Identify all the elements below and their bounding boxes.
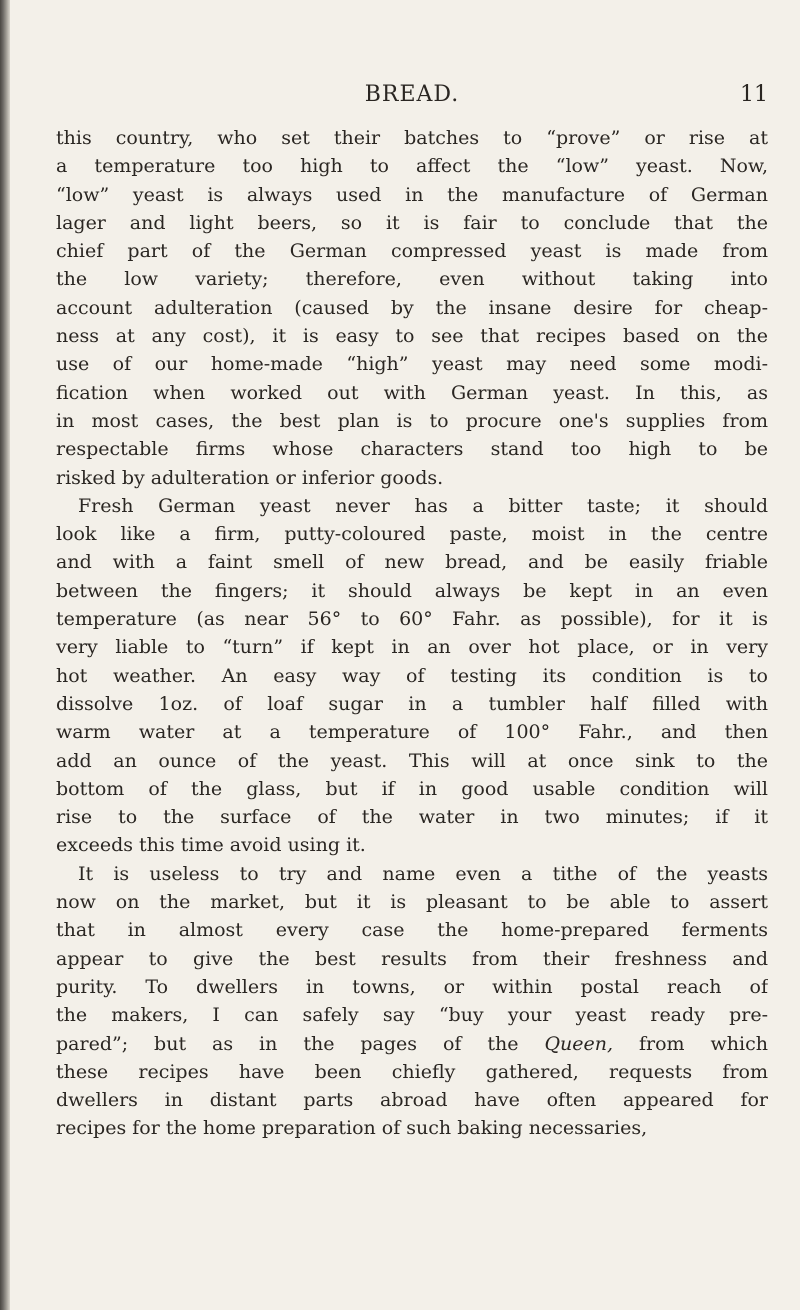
- text-line: bottom of the glass, but if in good usable condition will: [56, 777, 768, 800]
- page-title: BREAD.: [364, 82, 460, 107]
- paragraph-start-line: Fresh German yeast never has a bitter taste; it should: [78, 494, 768, 517]
- line-tail: from which: [639, 1032, 768, 1055]
- page-number: 11: [740, 82, 768, 107]
- binding-gutter: [0, 0, 10, 1310]
- body-text: [56, 124, 768, 1143]
- text-line: account adulteration (caused by the insane desire for cheap-: [56, 296, 768, 319]
- text-line: dwellers in distant parts abroad have often appeared for: [56, 1089, 768, 1112]
- text-line: this country, who set their batches to “prove” or rise at: [56, 127, 768, 149]
- text-line: “low” yeast is always used in the manufacture of German: [56, 183, 768, 206]
- text-line: these recipes have been chiefly gathered, requests from: [56, 1060, 768, 1083]
- text-line: lager and light beers, so it is fair to conclude that the: [56, 211, 768, 234]
- text-line: use of our home-made “high” yeast may need some modi-: [56, 353, 768, 376]
- text-line: fication when worked out with German yeast. In this, as: [56, 381, 768, 404]
- text-line: exceeds this time avoid using it.: [56, 834, 366, 857]
- text-line: dissolve 1oz. of loaf sugar in a tumbler half filled with: [56, 692, 768, 715]
- text-line: now on the market, but it is pleasant to be able to assert: [56, 891, 768, 914]
- text-line: and with a faint smell of new bread, and be easily friable: [56, 551, 768, 574]
- text-line-with-italic: [56, 1030, 768, 1058]
- text-line: hot weather. An easy way of testing its condition is to: [56, 664, 768, 687]
- text-line: between the fingers; it should always be kept in an even: [56, 579, 768, 602]
- text-line: add an ounce of the yeast. This will at once sink to the: [56, 749, 768, 772]
- text-line: look like a firm, putty-coloured paste, moist in the centre: [56, 523, 768, 546]
- text-line: recipes for the home preparation of such baking necessaries,: [56, 1117, 648, 1140]
- text-line: a temperature too high to affect the “low” yeast. Now,: [56, 155, 768, 178]
- text-line: that in almost every case the home-prepared ferments: [56, 919, 768, 942]
- text-line: in most cases, the best plan is to procure one's supplies from: [56, 409, 768, 432]
- text-line: appear to give the best results from their freshness and: [56, 947, 768, 970]
- italic-title: Queen,: [544, 1032, 614, 1055]
- book-page: [56, 80, 768, 1143]
- text-line: temperature (as near 56° to 60° Fahr. as possible), for it is: [56, 608, 768, 631]
- text-line: risked by adulteration or inferior goods.: [56, 466, 444, 489]
- paragraph-start-line: It is useless to try and name even a tithe of the yeasts: [78, 862, 768, 885]
- text-line: rise to the surface of the water in two minutes; if it: [56, 806, 768, 829]
- text-line: the low variety; therefore, even without taking into: [56, 268, 768, 291]
- text-line: chief part of the German compressed yeast is made from: [56, 240, 768, 263]
- running-head: [56, 80, 768, 110]
- text-line: warm water at a temperature of 100° Fahr., and then: [56, 721, 768, 744]
- text-line: very liable to “turn” if kept in an over hot place, or in very: [56, 636, 768, 659]
- text-line: ness at any cost), it is easy to see that recipes based on the: [56, 325, 768, 348]
- text-line: the makers, I can safely say “buy your yeast ready pre-: [56, 1004, 768, 1027]
- text-line: respectable firms whose characters stand too high to be: [56, 438, 768, 461]
- text-line: purity. To dwellers in towns, or within postal reach of: [56, 975, 768, 998]
- line-text: pared”; but as in the pages of the: [56, 1032, 519, 1055]
